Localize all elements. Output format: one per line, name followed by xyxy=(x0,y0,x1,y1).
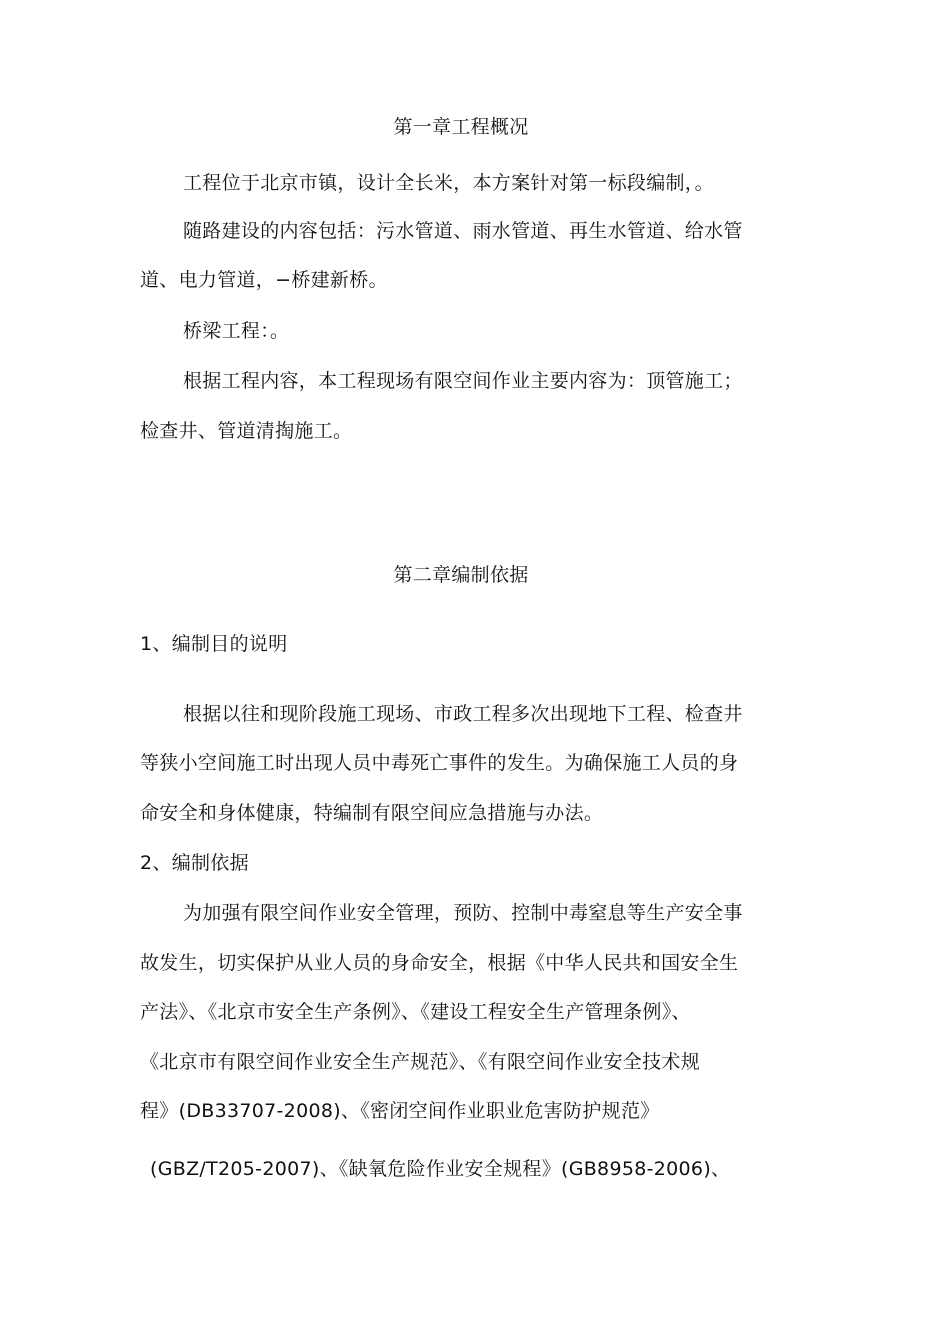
section2-line-2: 故发生，切实保护从业人员的身命安全，根据《中华人民共和国安全生 xyxy=(140,952,739,974)
chapter2-title: 第二章编制依据 xyxy=(393,564,529,586)
section2-line-1: 为加强有限空间作业安全管理，预防、控制中毒窒息等生产安全事 xyxy=(183,902,743,924)
chapter1-paragraph-2-line-1: 随路建设的内容包括：污水管道、雨水管道、再生水管道、给水管 xyxy=(183,220,743,242)
chapter1-title: 第一章工程概况 xyxy=(393,116,529,138)
section2-line-5: 程》(DB33707-2008)、《密闭空间作业职业危害防护规范》 xyxy=(140,1100,660,1122)
section1-line-2: 等狭小空间施工时出现人员中毒死亡事件的发生。为确保施工人员的身 xyxy=(140,752,739,774)
chapter1-paragraph-4-line-2: 检查井、管道清掏施工。 xyxy=(140,420,353,442)
section1-line-3: 命安全和身体健康，特编制有限空间应急措施与办法。 xyxy=(140,802,604,824)
section1-heading: 1、编制目的说明 xyxy=(140,633,288,655)
chapter1-paragraph-3: 桥梁工程：。 xyxy=(183,320,290,342)
chapter1-paragraph-4-line-1: 根据工程内容，本工程现场有限空间作业主要内容为：顶管施工； xyxy=(183,370,743,392)
chapter1-paragraph-2-line-2: 道、电力管道，−桥建新桥。 xyxy=(140,269,388,291)
section1-line-1: 根据以往和现阶段施工现场、市政工程多次出现地下工程、检查井 xyxy=(183,703,743,725)
section2-line-4: 《北京市有限空间作业安全生产规范》、《有限空间作业安全技术规 xyxy=(140,1051,701,1073)
chapter1-paragraph-1: 工程位于北京市镇，设计全长米，本方案针对第一标段编制，。 xyxy=(183,172,714,194)
section2-line-6: (GBZ/T205-2007)、《缺氧危险作业安全规程》(GB8958-2006)、 xyxy=(150,1158,731,1180)
section2-heading: 2、编制依据 xyxy=(140,852,249,874)
section2-line-3: 产法》、《北京市安全生产条例》、《建设工程安全生产管理条例》、 xyxy=(140,1001,691,1023)
